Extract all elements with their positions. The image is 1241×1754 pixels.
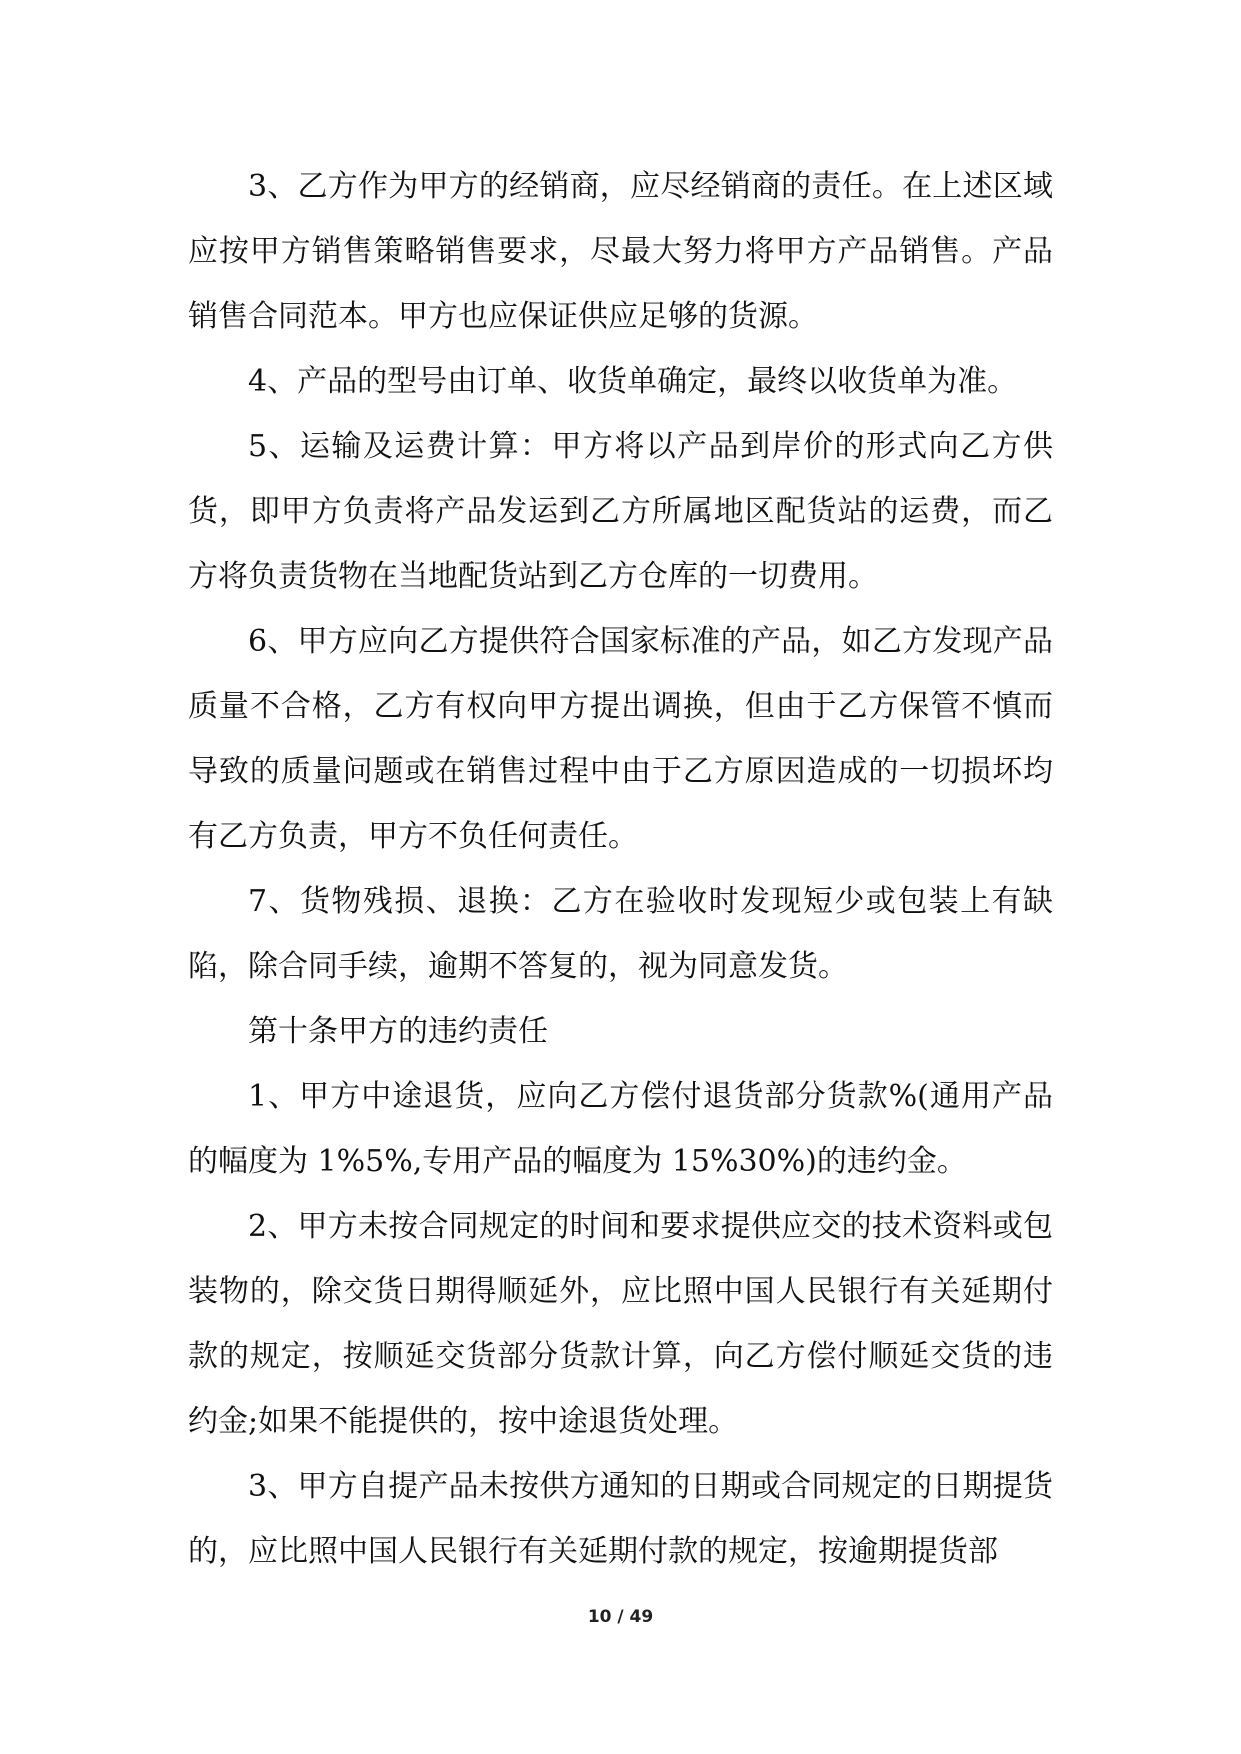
paragraph-article-10-clause-2: 2、甲方未按合同规定的时间和要求提供应交的技术资料或包装物的，除交货日期得顺延外，应比照中国人民银行有关延期付款的规定，按顺延交货部分货款计算，向乙方偿付顺延交货的违约金;如果不能提供的，按中途退货处理。 — [188, 1209, 1053, 1439]
paragraph-clause-7: 7、货物残损、退换：乙方在验收时发现短少或包装上有缺陷，除合同手续，逾期不答复的，视为同意发货。 — [188, 884, 1053, 984]
document-body — [188, 154, 1053, 1584]
section-heading-article-10: 第十条甲方的违约责任 — [248, 1014, 548, 1049]
paragraph-article-10-clause-1: 1、甲方中途退货，应向乙方偿付退货部分货款%(通用产品的幅度为 1%5%,专用产品的幅度为 15%30%)的违约金。 — [188, 1079, 1053, 1179]
paragraph-article-10-clause-3: 3、甲方自提产品未按供方通知的日期或合同规定的日期提货的，应比照中国人民银行有关延期付款的规定，按逾期提货部 — [188, 1469, 1053, 1569]
paragraph-clause-6: 6、甲方应向乙方提供符合国家标准的产品，如乙方发现产品质量不合格，乙方有权向甲方提出调换，但由于乙方保管不慎而导致的质量问题或在销售过程中由于乙方原因造成的一切损坏均有乙方负责，甲方不负任何责任。 — [188, 624, 1053, 854]
paragraph-clause-5: 5、运输及运费计算：甲方将以产品到岸价的形式向乙方供货，即甲方负责将产品发运到乙方所属地区配货站的运费，而乙方将负责货物在当地配货站到乙方仓库的一切费用。 — [188, 429, 1053, 594]
paragraph-clause-4: 4、产品的型号由订单、收货单确定，最终以收货单为准。 — [248, 364, 1018, 399]
paragraph-clause-3: 3、乙方作为甲方的经销商，应尽经销商的责任。在上述区域应按甲方销售策略销售要求，尽最大努力将甲方产品销售。产品销售合同范本。甲方也应保证供应足够的货源。 — [188, 169, 1053, 334]
page-number: 10 / 49 — [587, 1607, 654, 1627]
